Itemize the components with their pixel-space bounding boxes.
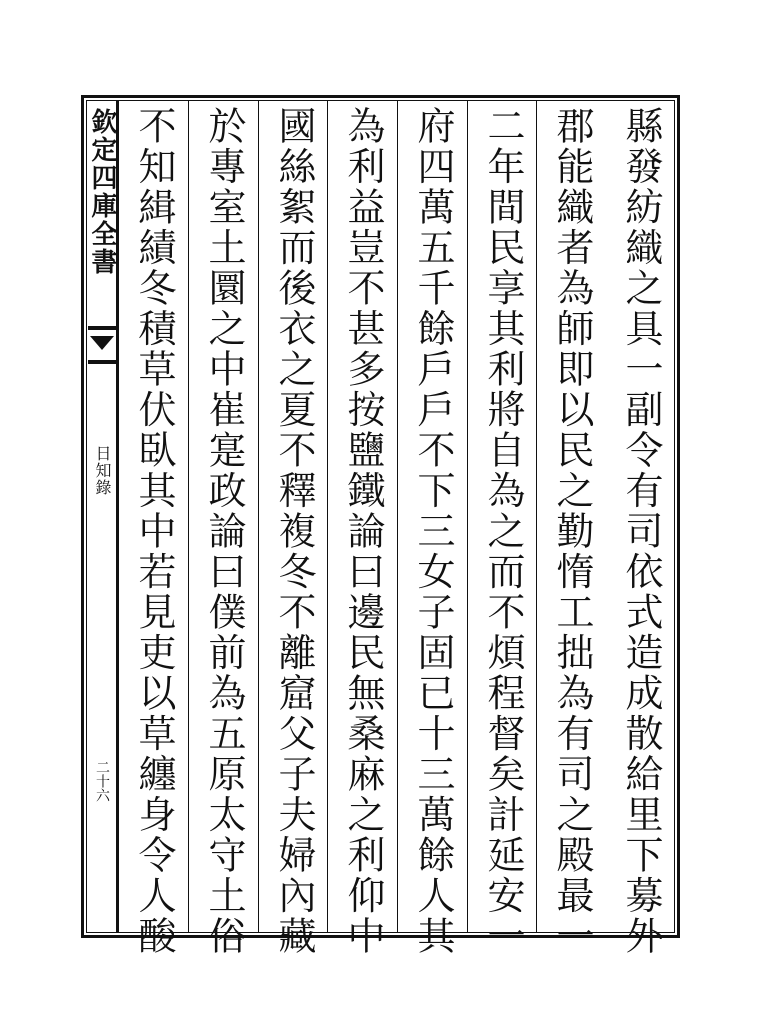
page-number: 二十六: [94, 760, 110, 802]
text-column-6: [258, 100, 327, 957]
text-column-1: [606, 100, 675, 957]
column-text: 於專室土圜之中崔寔政論曰僕前為五原太守土俗: [202, 106, 246, 957]
collection-title: 欽定四庫全書: [87, 108, 117, 276]
column-text: 不知緝績冬積草伏臥其中若見吏以草纏身令人酸: [132, 106, 176, 957]
column-text: 為利益豈不甚多按鹽鐵論曰邊民無桑麻之利仰中: [341, 106, 385, 957]
text-column-2: [536, 100, 605, 957]
column-text: 府四萬五千餘戶戶不下三女子固已十三萬餘人其: [411, 106, 455, 957]
text-column-8: [118, 100, 187, 957]
fish-tail-mark: [88, 326, 116, 366]
text-columns: [118, 100, 675, 957]
column-text: 二年間民享其利將自為之而不煩程督矣計延安一: [481, 106, 525, 957]
text-column-3: [467, 100, 536, 957]
column-text: 縣發紡織之具一副令有司依式造成散給里下募外: [619, 106, 663, 957]
text-column-4: [397, 100, 466, 957]
column-text: 郡能織者為師即以民之勤惰工拙為有司之殿最一: [550, 106, 594, 957]
text-column-5: [327, 100, 396, 957]
column-text: 國絲絮而後衣之夏不釋複冬不離窟父子夫婦內藏: [272, 106, 316, 957]
book-title: 日知錄: [93, 445, 112, 496]
text-column-7: [188, 100, 257, 957]
